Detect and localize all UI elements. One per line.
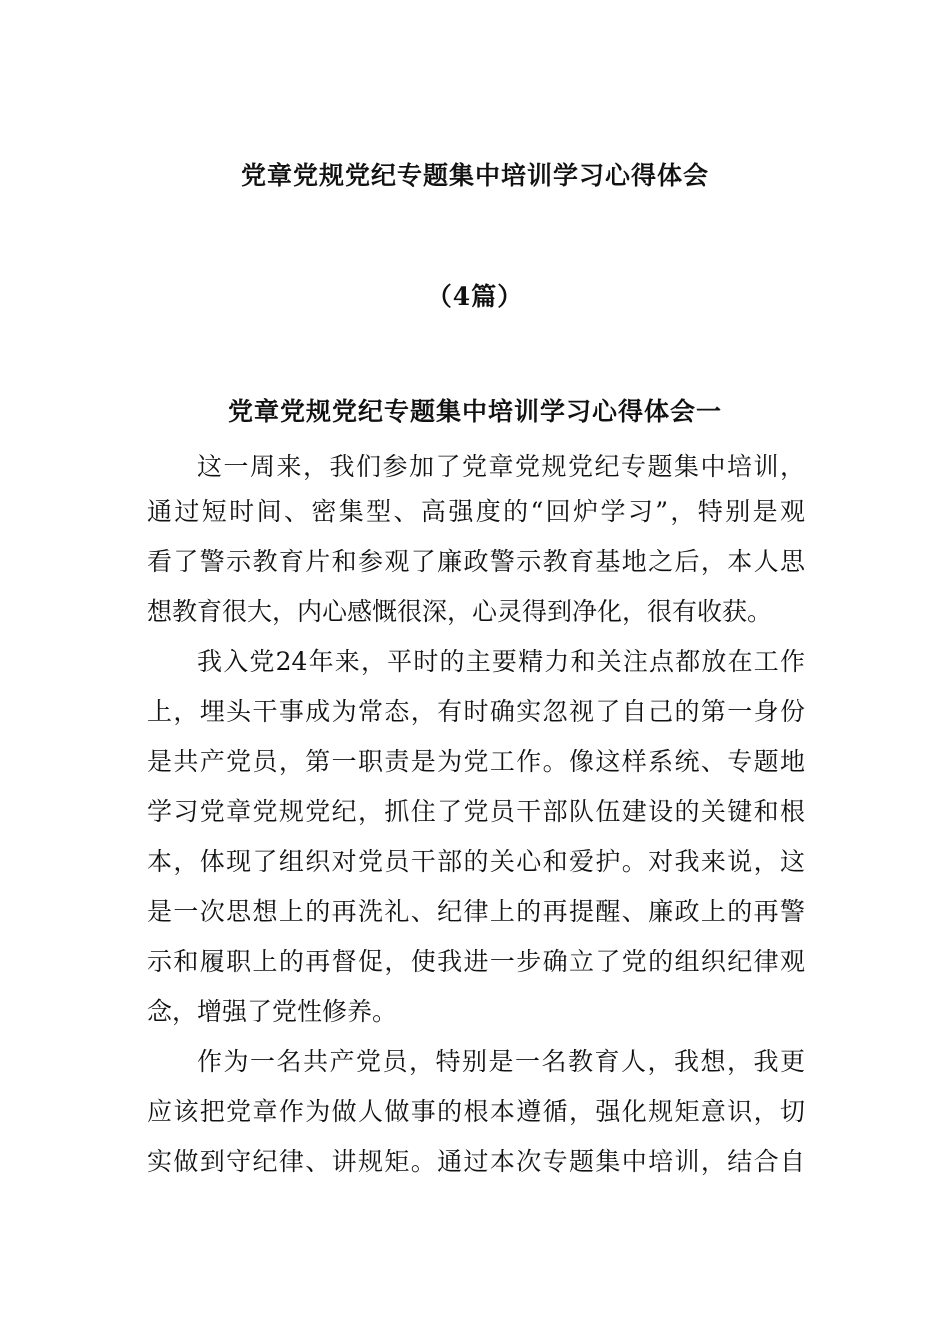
paragraph-line: 是一次思想上的再洗礼、纪律上的再提醒、廉政上的再警 <box>147 897 805 926</box>
paragraph-line: 作为一名共产党员，特别是一名教育人，我想，我更 <box>197 1047 805 1076</box>
paragraph-line: 通过短时间、密集型、高强度的“回炉学习”，特别是观 <box>147 497 805 526</box>
section-heading: 党章党规党纪专题集中培训学习心得体会一 <box>227 397 722 426</box>
paragraph-line: 想教育很大，内心感慨很深，心灵得到净化，很有收获。 <box>147 597 773 626</box>
paragraph-line: 我入党24年来，平时的主要精力和关注点都放在工作 <box>197 647 805 676</box>
paragraph-line: 示和履职上的再督促，使我进一步确立了党的组织纪律观 <box>147 947 805 976</box>
paragraph-line: 看了警示教育片和参观了廉政警示教育基地之后，本人思 <box>147 547 805 576</box>
paragraph-line: 是共产党员，第一职责是为党工作。像这样系统、专题地 <box>147 747 805 776</box>
paragraph-line: 念，增强了党性修养。 <box>147 997 398 1026</box>
paragraph-line: 这一周来，我们参加了党章党规党纪专题集中培训， <box>197 452 805 481</box>
paragraph-line: 应该把党章作为做人做事的根本遵循，强化规矩意识，切 <box>147 1097 805 1126</box>
paragraph-line: 学习党章党规党纪，抓住了党员干部队伍建设的关键和根 <box>147 797 805 826</box>
paragraph-line: 上，埋头干事成为常态，有时确实忽视了自己的第一身份 <box>147 697 805 726</box>
article-count: （4篇） <box>426 282 524 311</box>
paragraph-line: 本，体现了组织对党员干部的关心和爱护。对我来说，这 <box>147 847 805 876</box>
document-title: 党章党规党纪专题集中培训学习心得体会 <box>240 161 709 190</box>
paragraph-line: 实做到守纪律、讲规矩。通过本次专题集中培训，结合自 <box>147 1147 805 1176</box>
